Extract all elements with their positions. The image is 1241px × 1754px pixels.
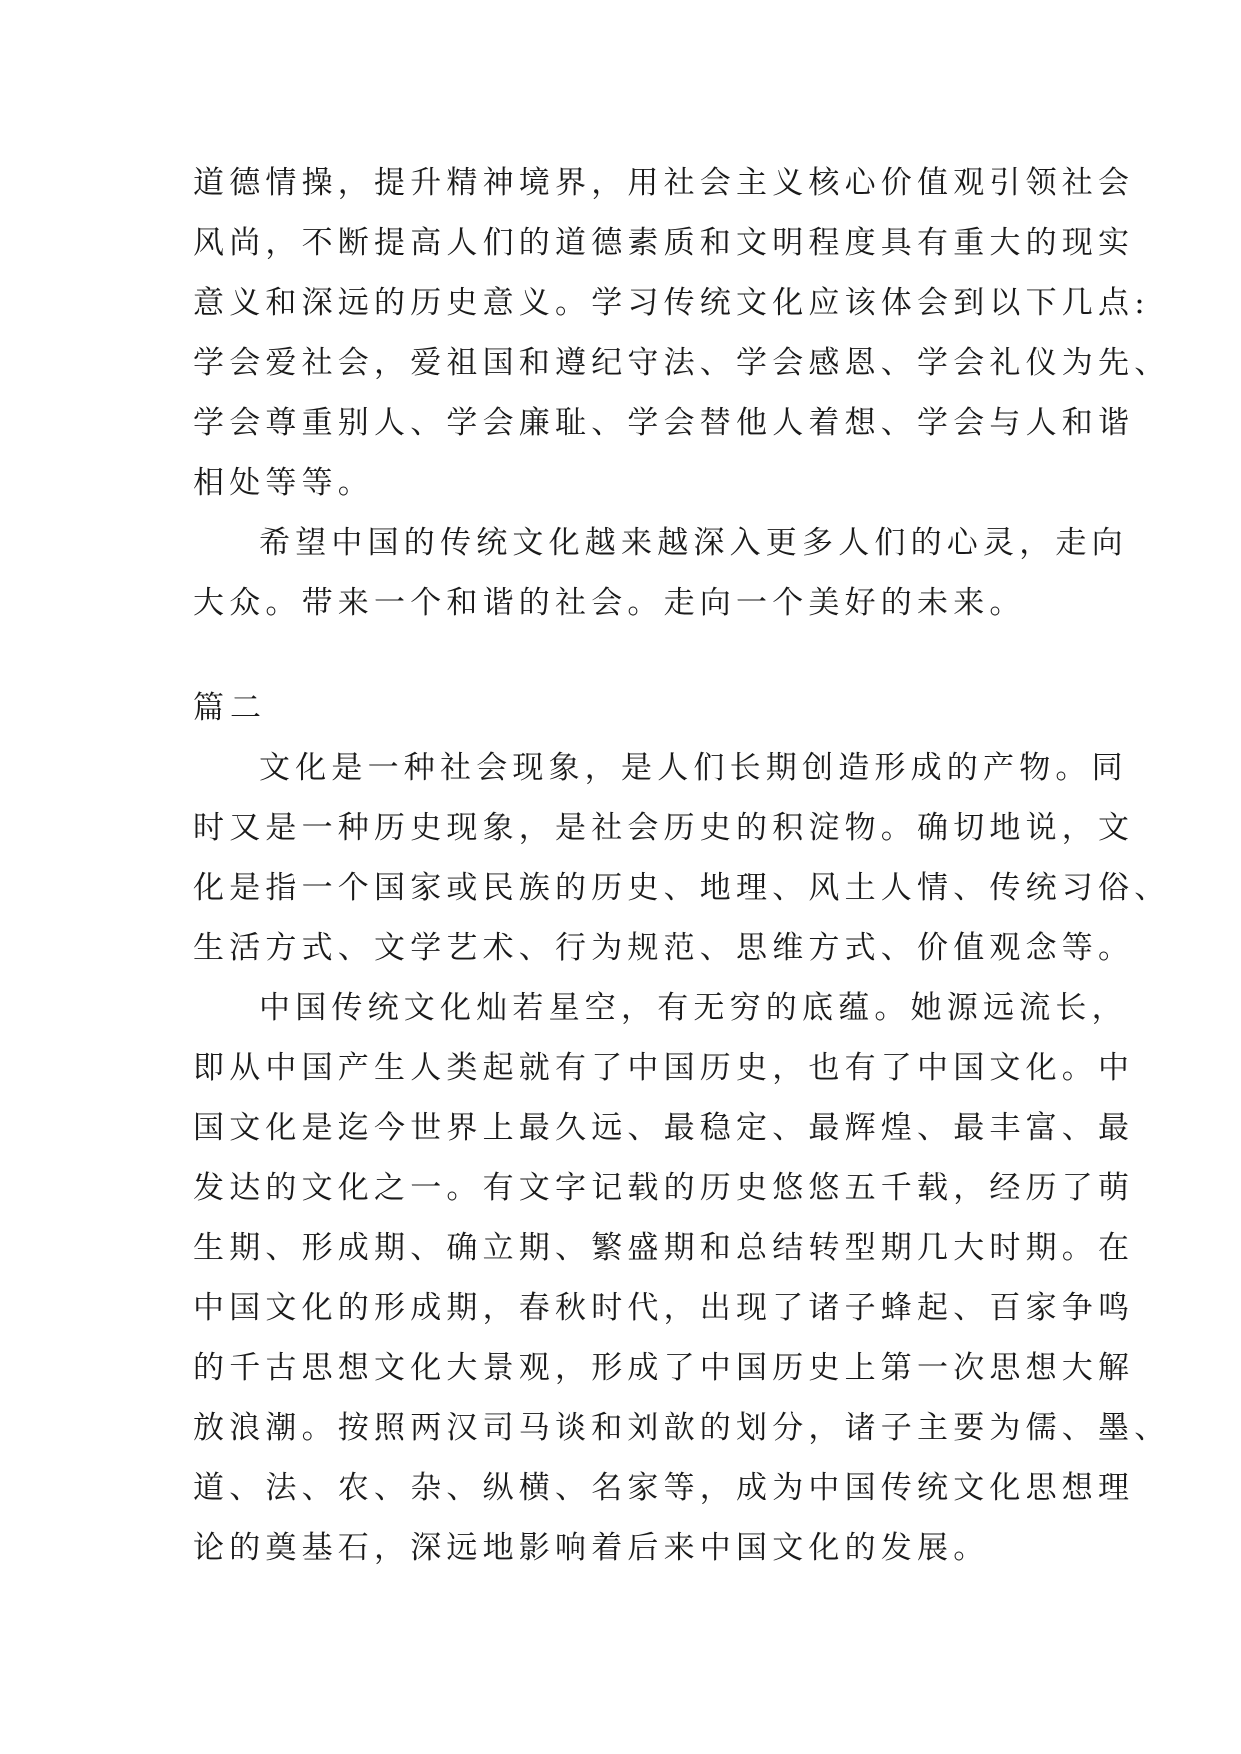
text-line: 即从中国产生人类起就有了中国历史，也有了中国文化。中	[193, 1050, 1135, 1086]
section-heading-block	[193, 678, 1053, 738]
section-heading: 篇二	[193, 690, 267, 726]
text-line: 风尚，不断提高人们的道德素质和文明程度具有重大的现实	[193, 225, 1135, 261]
text-line: 学会爱社会，爱祖国和遵纪守法、学会感恩、学会礼仪为先、	[193, 345, 1171, 381]
text-line: 道德情操，提升精神境界，用社会主义核心价值观引领社会	[193, 165, 1135, 201]
text-line: 生活方式、文学艺术、行为规范、思维方式、价值观念等。	[193, 930, 1135, 966]
text-line: 道、法、农、杂、纵横、名家等，成为中国传统文化思想理	[193, 1470, 1135, 1506]
text-line: 化是指一个国家或民族的历史、地理、风土人情、传统习俗、	[193, 870, 1171, 906]
text-line: 论的奠基石，深远地影响着后来中国文化的发展。	[193, 1530, 990, 1566]
text-line: 中国文化的形成期，春秋时代，出现了诸子蜂起、百家争鸣	[193, 1290, 1135, 1326]
text-line: 时又是一种历史现象，是社会历史的积淀物。确切地说，文	[193, 810, 1135, 846]
paragraph-continuation	[193, 153, 1171, 513]
text-line: 国文化是迄今世界上最久远、最稳定、最辉煌、最丰富、最	[193, 1110, 1135, 1146]
text-line: 相处等等。	[193, 465, 374, 501]
paragraph-culture-definition	[193, 738, 1171, 978]
text-line: 生期、形成期、确立期、繁盛期和总结转型期几大时期。在	[193, 1230, 1135, 1266]
paragraph-chinese-culture	[193, 978, 1171, 1578]
text-line: 学会尊重别人、学会廉耻、学会替他人着想、学会与人和谐	[193, 405, 1135, 441]
text-line: 意义和深远的历史意义。学习传统文化应该体会到以下几点:	[193, 285, 1150, 321]
text-line: 希望中国的传统文化越来越深入更多人们的心灵，走向	[259, 525, 1128, 561]
paragraph-hope	[193, 513, 1128, 633]
text-line: 大众。带来一个和谐的社会。走向一个美好的未来。	[193, 585, 1026, 621]
text-line: 文化是一种社会现象，是人们长期创造形成的产物。同	[259, 750, 1128, 786]
text-line: 的千古思想文化大景观，形成了中国历史上第一次思想大解	[193, 1350, 1135, 1386]
text-line: 放浪潮。按照两汉司马谈和刘歆的划分，诸子主要为儒、墨、	[193, 1410, 1171, 1446]
text-line: 中国传统文化灿若星空，有无穷的底蕴。她源远流长，	[259, 990, 1128, 1026]
text-line: 发达的文化之一。有文字记载的历史悠悠五千载，经历了萌	[193, 1170, 1135, 1206]
